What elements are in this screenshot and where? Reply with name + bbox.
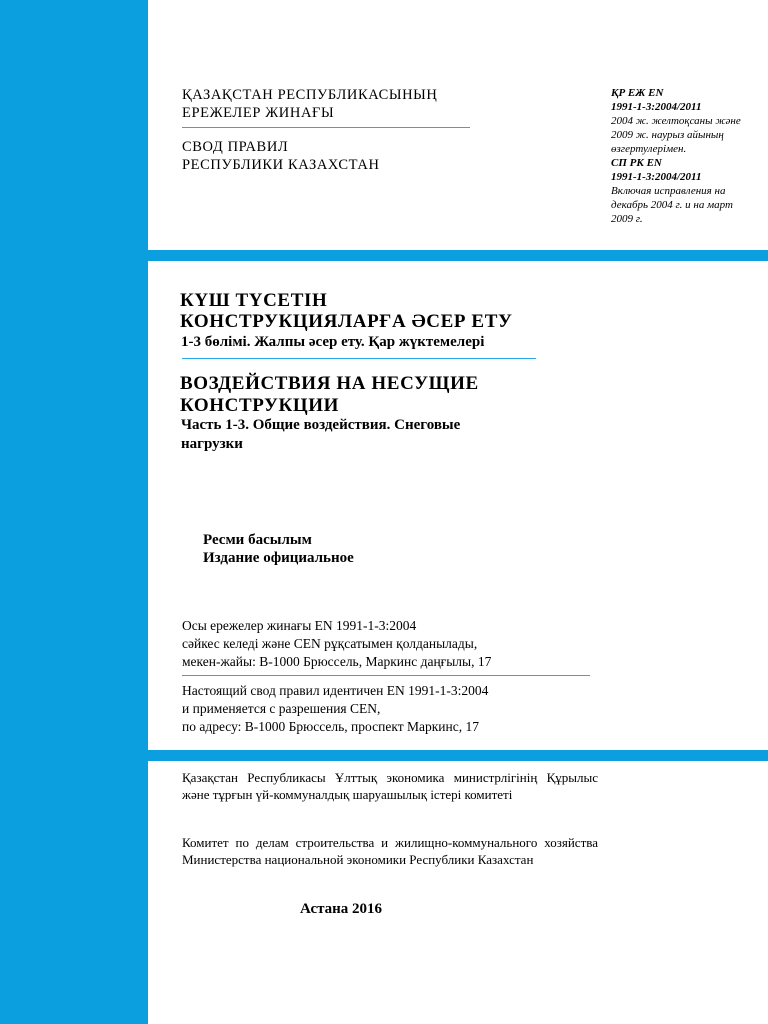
- edition-kz: Ресми басылым: [203, 532, 312, 548]
- ru-amend-note-2: декабрь 2004 г. и на март: [611, 199, 733, 211]
- ru-amend-note-3: 2009 г.: [611, 213, 643, 225]
- identity-rule: [182, 675, 590, 676]
- place-year: Астана 2016: [300, 901, 383, 917]
- identity-kz-line2: сәйкес келеді және CEN рұқсатымен қолданылады,: [182, 636, 478, 651]
- edition-ru: Издание официальное: [203, 550, 354, 566]
- kz-amend-note-2: 2009 ж. наурыз айының: [611, 129, 724, 141]
- subtitle-ru-line2: нагрузки: [181, 436, 243, 452]
- title-ru-line1: ВОЗДЕЙСТВИЯ НА НЕСУЩИЕ: [180, 373, 479, 394]
- kz-standard-number: 1991-1-3:2004/2011: [611, 101, 702, 113]
- header-kz-line1: ҚАЗАҚСТАН РЕСПУБЛИКАСЫНЫҢ: [182, 87, 438, 103]
- kz-amend-note-3: өзгертулерімен.: [611, 143, 687, 155]
- title-ru-line2: КОНСТРУКЦИИ: [180, 395, 340, 416]
- identity-ru-line1: Настоящий свод правил идентичен EN 1991-1-3:2004: [182, 683, 489, 698]
- identity-kz-line1: Осы ережелер жинағы EN 1991-1-3:2004: [182, 618, 417, 633]
- title-kz-line2: КОНСТРУКЦИЯЛАРҒА ӘСЕР ЕТУ: [180, 311, 513, 332]
- committee-kz: Қазақстан Республикасы Ұлттық экономика министрлігінің Құрылыс және тұрғын үй-коммуналдық шаруашылық істері комитеті: [182, 770, 598, 802]
- ru-standard-number: 1991-1-3:2004/2011: [611, 171, 702, 183]
- kz-amend-note-1: 2004 ж. желтоқсаны және: [611, 115, 741, 127]
- identity-ru-line2: и применяется с разрешения CEN,: [182, 701, 381, 716]
- ru-amend-note-1: Включая исправления на: [611, 185, 726, 197]
- identity-ru-line3: по адресу: В-1000 Брюссель, проспект Маркинс, 17: [182, 719, 479, 734]
- committee-ru: Комитет по делам строительства и жилищно-коммунального хозяйства Министерства национальной экономики Республики Казахстан: [182, 835, 598, 867]
- top-divider-band: [148, 250, 768, 261]
- identity-kz-line3: мекен-жайы: В-1000 Брюссель, Маркинс даңғылы, 17: [182, 654, 492, 669]
- subtitle-ru-line1: Часть 1-3. Общие воздействия. Снеговые: [181, 417, 461, 433]
- header-kz-line2: ЕРЕЖЕЛЕР ЖИНАҒЫ: [182, 105, 335, 121]
- header-ru-line1: СВОД ПРАВИЛ: [182, 139, 289, 155]
- kz-standard-code: ҚР ЕЖ EN: [611, 87, 664, 99]
- left-accent-bar: [0, 0, 148, 1024]
- title-kz-line1: КҮШ ТҮСЕТІН: [180, 290, 328, 311]
- title-rule: [182, 358, 536, 359]
- bottom-divider-band: [148, 750, 768, 761]
- ru-standard-code: СП РК EN: [611, 157, 662, 169]
- subtitle-kz: 1-3 бөлімі. Жалпы әсер ету. Қар жүктемелері: [181, 334, 485, 350]
- header-rule: [182, 127, 470, 128]
- header-ru-line2: РЕСПУБЛИКИ КАЗАХСТАН: [182, 157, 380, 173]
